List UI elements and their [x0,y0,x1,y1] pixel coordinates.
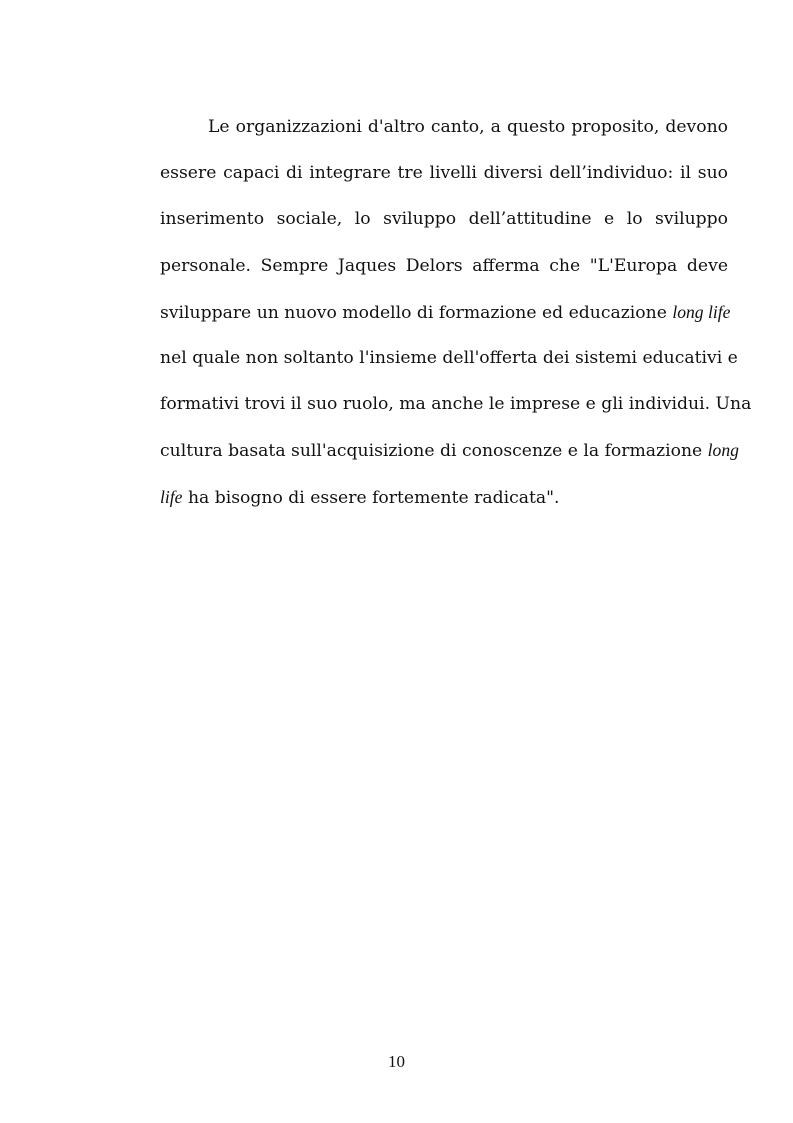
text-line-9 [160,477,728,523]
line-text: Le organizzazioni d'altro canto, a questo proposito, devono [208,117,728,137]
text-line-6 [160,338,738,384]
text-line-8 [160,430,739,476]
italic-term: long life [672,301,731,322]
body-paragraph [160,107,752,523]
text-line-4 [160,246,728,292]
text-line-3 [160,199,728,245]
line-text: cultura basata sull'acquisizione di conoscenze e la formazione [160,441,708,462]
italic-term: life [160,486,183,507]
text-line-5 [160,292,731,338]
line-text: ha bisogno di essere fortemente radicata". [182,487,560,508]
line-text: inserimento sociale, lo sviluppo dell’attitudine e lo sviluppo [160,209,728,230]
text-line-1 [160,107,728,153]
line-text: formativi trovi il suo ruolo, ma anche le imprese e gli individui. Una [160,394,752,415]
text-line-2 [160,153,728,199]
line-text: personale. Sempre Jaques Delors afferma che "L'Europa deve [160,255,728,276]
line-text: nel quale non soltanto l'insieme dell'offerta dei sistemi educativi e [160,347,738,368]
italic-term: long [707,440,739,461]
line-text: essere capaci di integrare tre livelli diversi dell’individuo: il suo [160,163,728,184]
text-line-7 [160,384,752,430]
page-number: 10 [388,1052,405,1071]
line-text: sviluppare un nuovo modello di formazione ed educazione [160,302,673,323]
